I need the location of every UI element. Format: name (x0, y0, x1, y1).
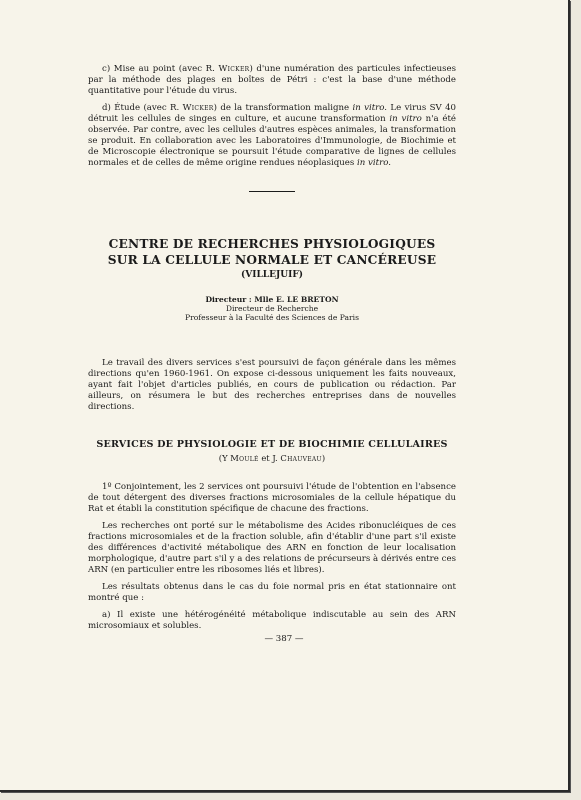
director-label: Directeur : (205, 295, 255, 304)
director-role1: Directeur de Recherche (225, 304, 319, 313)
centre-title-line2: SUR LA CELLULE NORMALE ET CANCÉREUSE (107, 253, 437, 267)
services-paragraph-1: 1º Conjointement, les 2 services ont poursuivi l'étude de l'obtention en l'absence de tout détergent des diverses fractions microsomiales de la cellule hépatique du Rat et établi la constitution spécifique de chacune des fractions. (88, 482, 456, 514)
page-number: — 387 — (264, 634, 304, 644)
services-title: SERVICES DE PHYSIOLOGIE ET DE BIOCHIMIE CELLULAIRES (96, 439, 448, 450)
authors-mid: et J. (258, 453, 281, 463)
author-2: Chauveau (280, 453, 322, 463)
centre-title (88, 236, 456, 268)
centre-intro: Le travail des divers services s'est poursuivi de façon générale dans les mêmes directions qu'en 1960-1961. On expose ci-dessous uniquement les faits nouveaux, ayant fait l'objet d'articles publiés, en cours de publication ou rédaction. Par ailleurs, on résumera le but des recherches entreprises dans de nouvelles directions. (88, 358, 456, 412)
item-c-text-a: c) Mise au point (avec R. (102, 64, 219, 74)
services-paragraph-3: Les résultats obtenus dans le cas du foie normal pris en état stationnaire ont montré que : (88, 582, 456, 603)
item-d-italic-b: in vitro (389, 114, 422, 124)
item-d-paragraph (88, 103, 456, 169)
director-name: Mlle E. LE BRETON (254, 295, 339, 304)
section-divider (249, 191, 295, 192)
item-d-italic-c: in vitro. (357, 158, 391, 168)
item-c-paragraph (88, 64, 456, 97)
centre-location: (VILLEJUIF) (241, 270, 303, 280)
item-d-author: Wicker (182, 103, 214, 113)
item-d-text-c: Le virus SV 40 détruit les cellules de singes en culture, et aucune transformation (88, 103, 456, 124)
services-paragraph-2: Les recherches ont porté sur le métabolisme des Acides ribonucléiques de ces fractions microsomiales et de la fraction soluble, afin d'établir d'une part s'il existe des différences d'activité métabolique des ARN en fonction de leur localisation morphologique, d'autre part s'il y a des relations de précurseurs à dérivés entre ces ARN (en particulier entre les ribosomes liés et libres). (88, 521, 456, 575)
authors-suffix: ) (321, 453, 326, 463)
item-c-text-b: ) d'une numération des particules infectieuses par la méthode des plages en boîtes de Pétri : c'est la base d'une méthode quantitative pour l'étude du virus. (88, 64, 457, 96)
director-role2: Professeur à la Faculté des Sciences de Paris (185, 313, 359, 322)
director-line (88, 295, 456, 304)
item-c-author: Wicker (218, 64, 250, 74)
centre-title-line1: CENTRE DE RECHERCHES PHYSIOLOGIQUES (108, 237, 436, 251)
authors-prefix: (Y (218, 453, 231, 463)
item-d-text-d: n'a été observée. Par contre, avec les cellules d'autres espèces animales, la transformation se produit. En collaboration avec les Laboratoires d'Immunologie, de Biochimie et de Microscopie électronique se poursuit l'étude comparative de lignes de cellules normales et de celles de même origine rendues néoplasiques (88, 114, 457, 168)
services-authors (88, 453, 456, 464)
item-d-italic-a: in vitro. (352, 103, 388, 113)
page-content (88, 64, 456, 638)
services-paragraph-4: a) Il existe une hétérogénéité métabolique indiscutable au sein des ARN microsomiaux et solubles. (88, 610, 456, 631)
item-d-text-a: d) Étude (avec R. (102, 103, 183, 113)
author-1: Moulé (230, 453, 259, 463)
item-d-text-b: ) de la transformation maligne (213, 103, 353, 113)
